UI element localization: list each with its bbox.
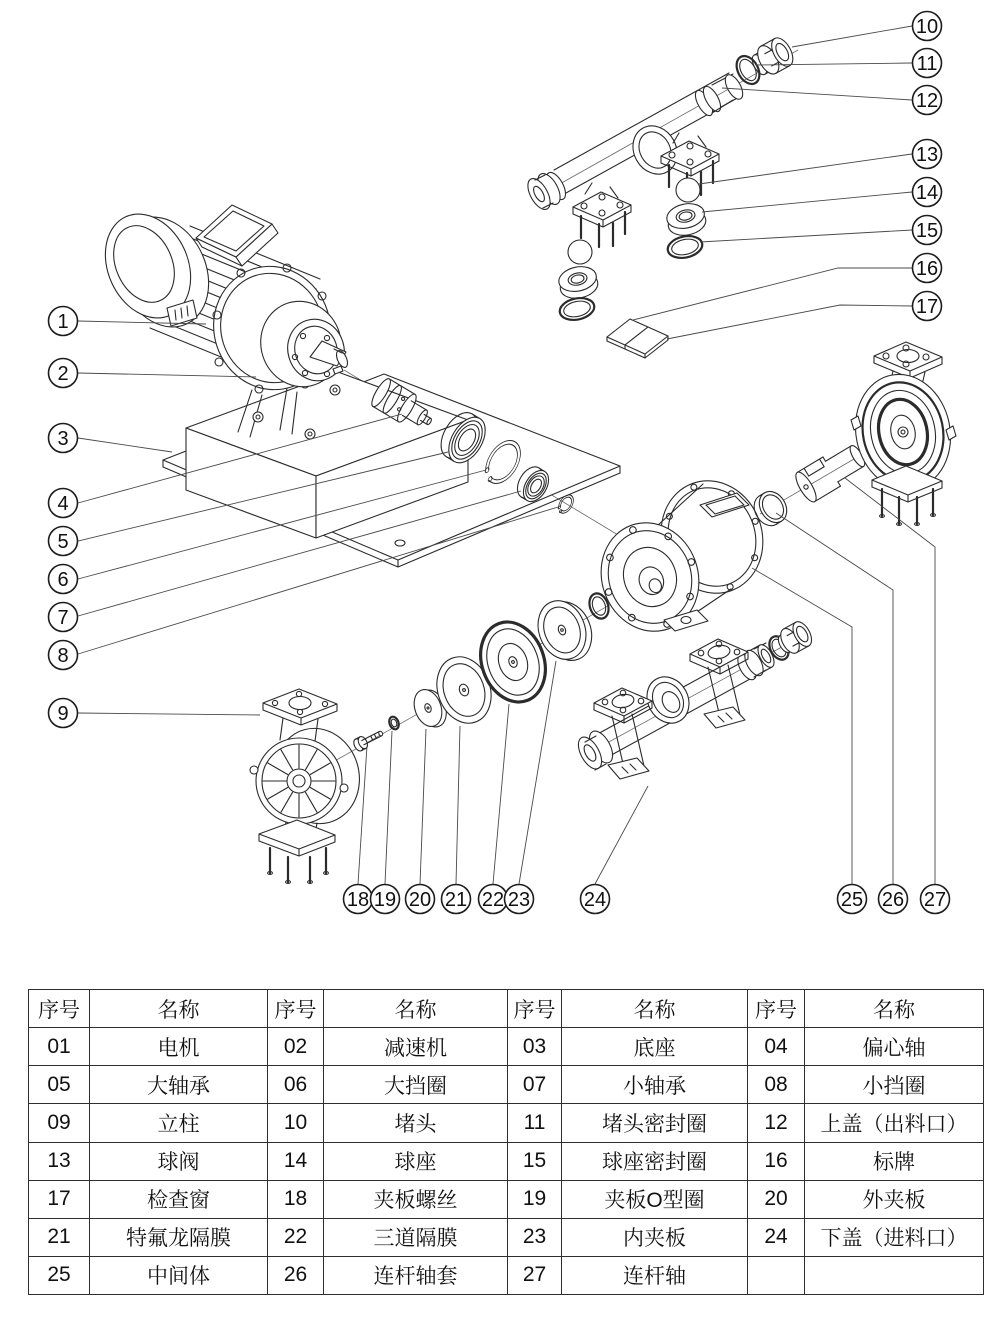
svg-text:19: 19: [373, 889, 397, 911]
table-cell: 内夹板: [562, 1218, 748, 1256]
table-cell: 14: [268, 1142, 324, 1180]
table-cell: 15: [508, 1142, 562, 1180]
lower-manifold: [574, 619, 816, 779]
callout-24: [581, 885, 610, 914]
table-cell: 检查窗: [90, 1180, 268, 1218]
callout-23: [505, 885, 534, 914]
svg-text:14: 14: [915, 182, 939, 204]
table-cell: 标牌: [805, 1142, 984, 1180]
table-cell: 10: [268, 1104, 324, 1142]
callout-17: [913, 292, 942, 321]
table-row: [29, 1066, 984, 1104]
table-cell: 16: [748, 1142, 805, 1180]
table-row: [29, 1028, 984, 1066]
table-row: [29, 1104, 984, 1142]
callout-3: [49, 424, 78, 453]
table-cell: [748, 1256, 805, 1294]
svg-text:3: 3: [57, 428, 69, 450]
table-cell: 07: [508, 1066, 562, 1104]
table-cell: 03: [508, 1028, 562, 1066]
table-cell: 01: [29, 1028, 90, 1066]
table-cell: 05: [29, 1066, 90, 1104]
svg-text:27: 27: [923, 889, 947, 911]
callout-21: [442, 885, 471, 914]
callout-26: [879, 885, 908, 914]
callout-14: [913, 178, 942, 207]
callout-13: [913, 140, 942, 169]
plug: [774, 619, 816, 658]
svg-text:23: 23: [507, 889, 531, 911]
table-row: [29, 1256, 984, 1294]
table-cell: 三道隔膜: [324, 1218, 508, 1256]
table-cell: 23: [508, 1218, 562, 1256]
callout-11: [913, 49, 942, 78]
callout-25: [838, 885, 867, 914]
table-header-row: [29, 990, 984, 1028]
parts-table: [28, 989, 984, 1295]
clamp-bolt: [352, 727, 385, 753]
callout-10: [913, 12, 942, 41]
table-cell: 减速机: [324, 1028, 508, 1066]
ball-seat: [665, 200, 709, 238]
table-cell: 大挡圈: [324, 1066, 508, 1104]
table-cell: 球座: [324, 1142, 508, 1180]
table-cell: 球阀: [90, 1142, 268, 1180]
table-cell: 大轴承: [90, 1066, 268, 1104]
left-pump-chamber: [250, 689, 370, 884]
table-cell: 08: [748, 1066, 805, 1104]
table-cell: 24: [748, 1218, 805, 1256]
table-header-cell: 名称: [562, 990, 748, 1028]
table-cell: 偏心轴: [805, 1028, 984, 1066]
callout-9: [49, 699, 78, 728]
callout-5: [49, 527, 78, 556]
callout-18: [344, 885, 373, 914]
small-retaining-ring: [555, 492, 576, 516]
table-cell: 电机: [90, 1028, 268, 1066]
table-cell: 球座密封圈: [562, 1142, 748, 1180]
table-cell: 小挡圈: [805, 1066, 984, 1104]
table-header-cell: 名称: [805, 990, 984, 1028]
table-header-cell: 序号: [508, 990, 562, 1028]
svg-text:9: 9: [57, 703, 69, 725]
table-cell: 底座: [562, 1028, 748, 1066]
callout-22: [479, 885, 508, 914]
upper-manifold: [523, 34, 797, 322]
callout-27: [921, 885, 950, 914]
intermediate-body: [586, 466, 778, 645]
svg-text:16: 16: [915, 258, 939, 280]
callout-2: [49, 359, 78, 388]
table-row: [29, 1218, 984, 1256]
callout-19: [371, 885, 400, 914]
table-header-cell: 序号: [268, 990, 324, 1028]
svg-text:12: 12: [915, 90, 939, 112]
svg-text:11: 11: [916, 53, 938, 75]
table-cell: [805, 1256, 984, 1294]
ball-valve: [676, 178, 700, 202]
svg-text:1: 1: [57, 311, 69, 333]
svg-text:15: 15: [915, 220, 939, 242]
svg-text:13: 13: [915, 144, 939, 166]
table-cell: 夹板螺丝: [324, 1180, 508, 1218]
svg-text:26: 26: [881, 889, 905, 911]
callout-20: [406, 885, 435, 914]
callout-7: [49, 603, 78, 632]
svg-text:7: 7: [57, 607, 69, 629]
table-cell: 25: [29, 1256, 90, 1294]
table-cell: 02: [268, 1028, 324, 1066]
table-cell: 13: [29, 1142, 90, 1180]
svg-text:17: 17: [915, 296, 939, 318]
callout-4: [49, 489, 78, 518]
table-cell: 12: [748, 1104, 805, 1142]
svg-text:21: 21: [444, 889, 468, 911]
callout-15: [913, 216, 942, 245]
svg-text:6: 6: [57, 569, 69, 591]
svg-text:22: 22: [481, 889, 505, 911]
table-header-cell: 序号: [29, 990, 90, 1028]
table-cell: 小轴承: [562, 1066, 748, 1104]
svg-text:18: 18: [346, 889, 370, 911]
table-cell: 09: [29, 1104, 90, 1142]
svg-text:5: 5: [57, 531, 69, 553]
callout-6: [49, 565, 78, 594]
ball-valve: [568, 240, 592, 264]
table-cell: 夹板O型圈: [562, 1180, 748, 1218]
table-cell: 21: [29, 1218, 90, 1256]
table-cell: 27: [508, 1256, 562, 1294]
svg-text:4: 4: [57, 493, 69, 515]
table-cell: 特氟龙隔膜: [90, 1218, 268, 1256]
table-row: [29, 1142, 984, 1180]
table-cell: 连杆轴: [562, 1256, 748, 1294]
table-cell: 下盖（进料口）: [805, 1218, 984, 1256]
callout-12: [913, 86, 942, 115]
table-cell: 连杆轴套: [324, 1256, 508, 1294]
clamp-o-ring: [388, 715, 401, 730]
table-cell: 19: [508, 1180, 562, 1218]
table-cell: 中间体: [90, 1256, 268, 1294]
svg-text:24: 24: [583, 889, 607, 911]
svg-text:25: 25: [840, 889, 864, 911]
table-cell: 20: [748, 1180, 805, 1218]
svg-text:10: 10: [915, 16, 939, 38]
svg-text:20: 20: [408, 889, 432, 911]
table-cell: 堵头: [324, 1104, 508, 1142]
table-cell: 18: [268, 1180, 324, 1218]
table-header-cell: 名称: [90, 990, 268, 1028]
table-cell: 11: [508, 1104, 562, 1142]
table-cell: 上盖（出料口）: [805, 1104, 984, 1142]
table-header-cell: 序号: [748, 990, 805, 1028]
seat-seal: [666, 233, 705, 261]
table-cell: 17: [29, 1180, 90, 1218]
table-header-cell: 名称: [324, 990, 508, 1028]
table-cell: 06: [268, 1066, 324, 1104]
callout-16: [913, 254, 942, 283]
table-cell: 外夹板: [805, 1180, 984, 1218]
callout-8: [49, 641, 78, 670]
seat-seal: [558, 295, 597, 323]
table-row: [29, 1180, 984, 1218]
right-chamber-assembly: [845, 342, 961, 526]
table-cell: 26: [268, 1256, 324, 1294]
ball-seat: [557, 263, 601, 301]
table-cell: 堵头密封圈: [562, 1104, 748, 1142]
table-cell: 04: [748, 1028, 805, 1066]
svg-text:8: 8: [57, 645, 69, 667]
table-cell: 立柱: [90, 1104, 268, 1142]
svg-text:2: 2: [57, 363, 69, 385]
callout-1: [49, 307, 78, 336]
table-cell: 22: [268, 1218, 324, 1256]
